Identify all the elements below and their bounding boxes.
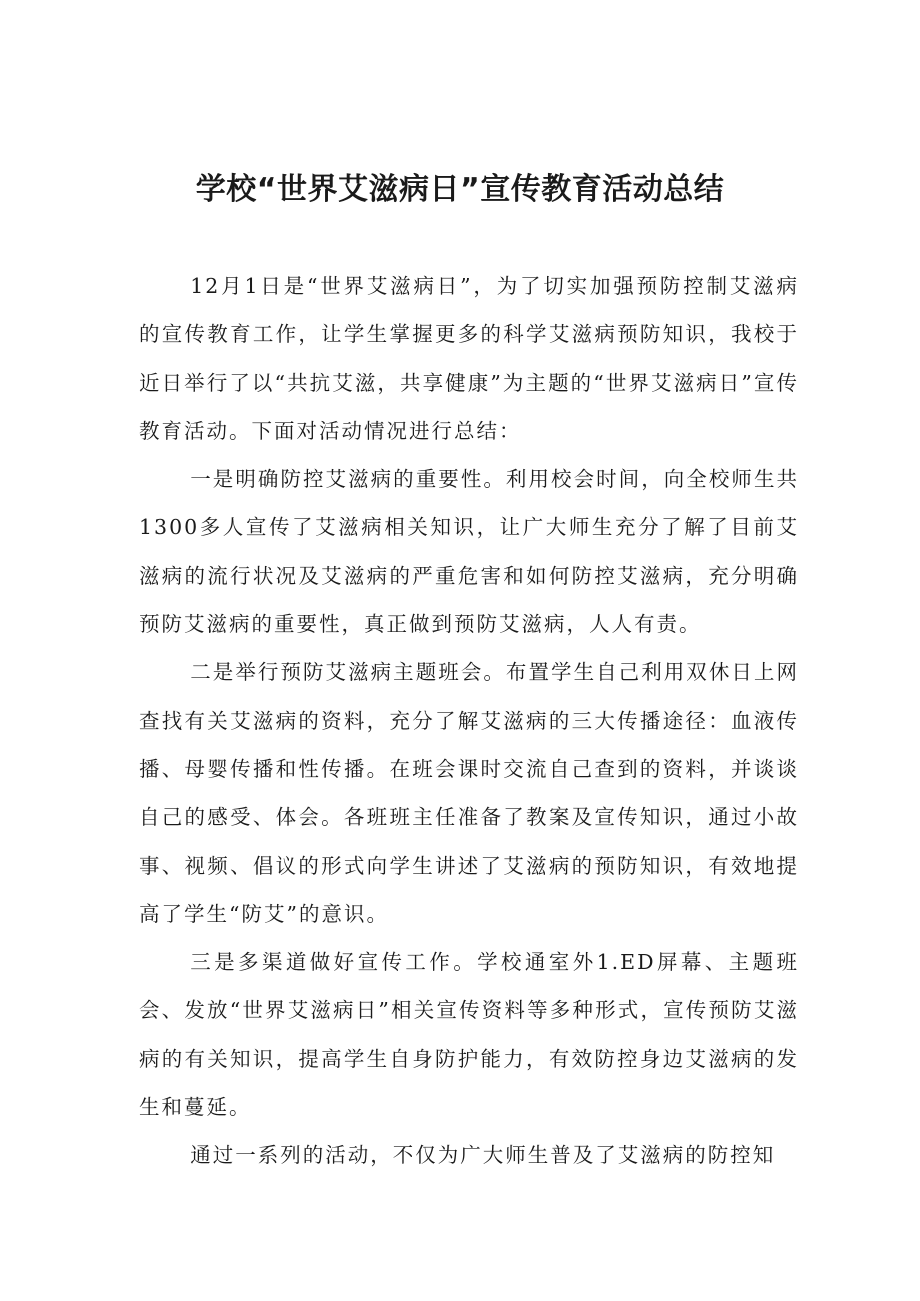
paragraph-conclusion: 通过一系列的活动，不仅为广大师生普及了艾滋病的防控知 <box>190 1143 776 1168</box>
paragraph-intro: 12月1日是“世界艾滋病日”，为了切实加强预防控制艾滋病的宣传教育工作，让学生掌握更多的科学艾滋病预防知识，我校于近日举行了以“共抗艾滋，共享健康”为主题的“世界艾滋病日”宣传教育活动。下面对活动情况进行总结： <box>139 274 799 443</box>
paragraph-point-two: 二是举行预防艾滋病主题班会。布置学生自己利用双休日上网查找有关艾滋病的资料，充分了解艾滋病的三大传播途径：血液传播、母婴传播和性传播。在班会课时交流自己查到的资料，并谈谈自己的感受、体会。各班班主任准备了教案及宣传知识，通过小故事、视频、倡议的形式向学生讲述了艾滋病的预防知识，有效地提高了学生“防艾”的意识。 <box>139 660 799 926</box>
paragraph-point-three: 三是多渠道做好宣传工作。学校通室外1.ED屏幕、主题班会、发放“世界艾滋病日”相关宣传资料等多种形式，宣传预防艾滋病的有关知识，提高学生自身防护能力，有效防控身边艾滋病的发生和蔓延。 <box>139 950 799 1120</box>
paragraph-point-one: 一是明确防控艾滋病的重要性。利用校会时间，向全校师生共1300多人宣传了艾滋病相关知识，让广大师生充分了解了目前艾滋病的流行状况及艾滋病的严重危害和如何防控艾滋病，充分明确预防艾滋病的重要性，真正做到预防艾滋病，人人有责。 <box>139 467 799 637</box>
document-body <box>139 262 799 1180</box>
document-title: 学校“世界艾滋病日”宣传教育活动总结 <box>195 172 725 207</box>
